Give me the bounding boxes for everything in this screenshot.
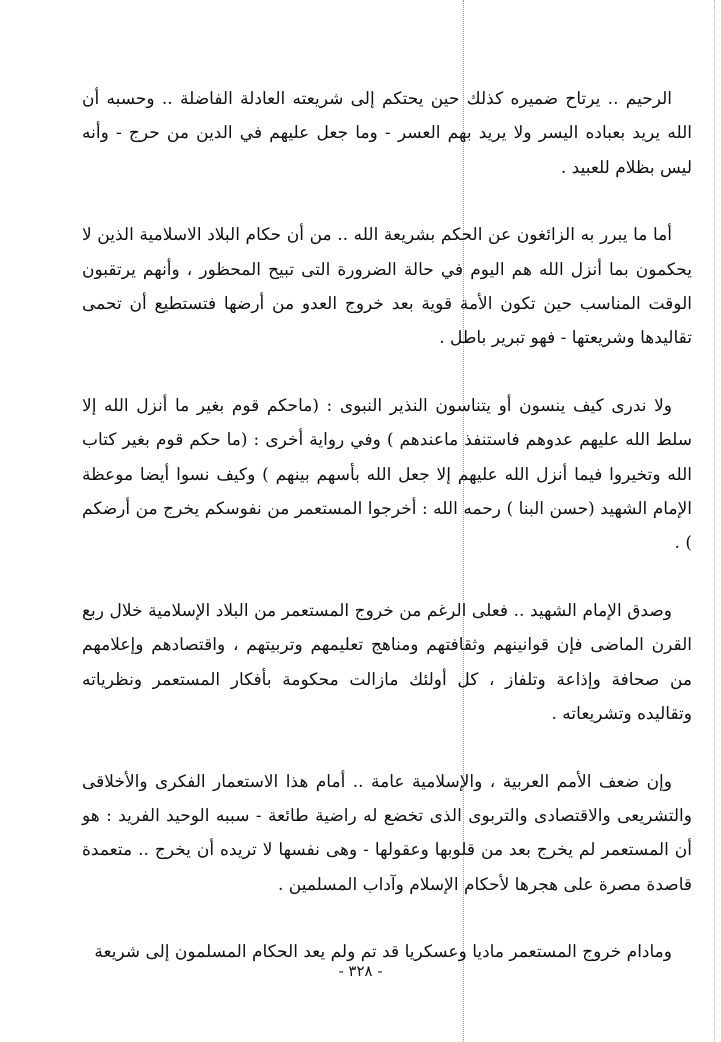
page-number: - ٣٢٨ - xyxy=(338,962,383,980)
paragraph-3: ولا ندرى كيف ينسون أو يتناسون النذير النبوى : (ماحكم قوم بغير ما أنزل الله إلا سلط الله عليهم عدوهم فاستنفذ ماعندهم ) وفي رواية أخرى : (ما حكم قوم بغير كتاب الله وتخيروا فيما أنزل الله عليهم إلا جعل الله بأسهم بينهم ) وكيف نسوا أيضا موعظة الإمام الشهيد (حسن البنا ) رحمه الله : أخرجوا المستعمر من نفوسكم يخرج من أرضكم ) . xyxy=(82,395,692,554)
scan-edge-dots xyxy=(714,0,715,1042)
paragraph-2: أما ما يبرر به الزائغون عن الحكم بشريعة الله .. من أن حكام البلاد الاسلامية الذين لا يحكمون بما أنزل الله هم اليوم في حالة الضرورة التى تبيح المحظور ، وأنهم يرتقبون الوقت المناسب حين تكون الأمة قوية بعد خروج العدو من أرضها فتستطيع أن تحمى تقاليدها وشريعتها - فهو تبرير باطل . xyxy=(82,225,692,349)
paragraph-5: وإن ضعف الأمم العربية ، والإسلامية عامة .. أمام هذا الاستعمار الفكرى والأخلاقى والتشريعى والاقتصادى والتربوى الذى تخضع له راضية طائعة - سببه الوحيد الفريد : هو أن المستعمر لم يخرج بعد من قلوبها وعقولها - وهى نفسها لا تريده أن يخرج .. متعمدة قاصدة مصرة على هجرها لأحكام الإسلام وآداب المسلمين . xyxy=(82,771,692,895)
paragraph-4: وصدق الإمام الشهيد .. فعلى الرغم من خروج المستعمر من البلاد الإسلامية خلال ربع القرن الماضى فإن قوانينهم وثقافتهم ومناهج تعليمهم وتربيتهم ، واقتصادهم وإعلامهم من صحافة وإذاعة وتلفاز ، كل أولئك مازالت محكومة بأفكار المستعمر ونظرياته وتقاليده وتشريعاته . xyxy=(82,600,692,725)
paragraph-6: ومادام خروج المستعمر ماديا وعسكريا قد تم ولم يعد الحكام المسلمون إلى شريعة xyxy=(94,942,672,963)
body-text xyxy=(82,82,692,970)
paragraph-1: الرحيم .. يرتاح ضميره كذلك حين يحتكم إلى شريعته العادلة الفاضلة .. وحسبه أن الله يريد بعباده اليسر ولا يريد بهم العسر - وما جعل عليهم في الدين من حرج - وأنه ليس بظلام للعبيد . xyxy=(82,89,692,178)
